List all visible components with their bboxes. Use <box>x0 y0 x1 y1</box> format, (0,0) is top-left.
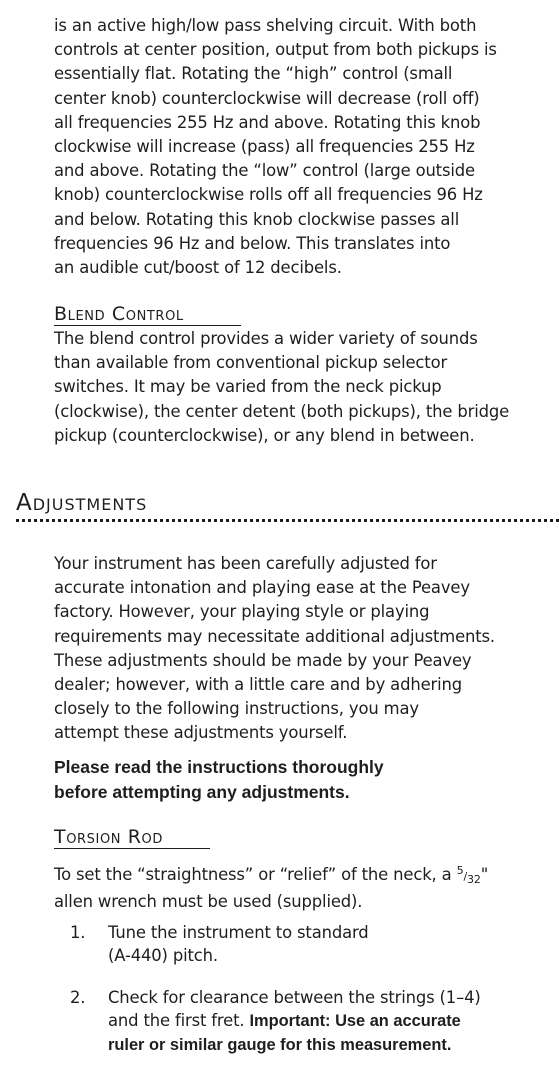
step-number: 1. <box>70 923 86 942</box>
step-number: 2. <box>70 988 86 1007</box>
read-instructions-warning: Please read the instructions thoroughly before attempting any adjustments. <box>54 757 384 802</box>
torsion-rod-heading: Torsion Rod <box>54 826 163 848</box>
torsion-rod-intro-text: To set the “straightness” or “relief” of the neck, a <box>54 865 457 884</box>
torsion-rod-heading-underline <box>54 848 210 849</box>
intro-paragraph: is an active high/low pass shelving circuit. With both controls at center position, output from both pickups is essentially flat. Rotating the “high” control (small center knob) counterclockwise will decrease (roll off) all frequencies 255 Hz and above. Rotating this knob clockwise will increase (pass) all frequencies 255 Hz and above. Rotating the “low” control (large outside knob) counterclockwise rolls off all frequencies 96 Hz and below. Rotating this knob clockwise passes all frequencies 96 Hz and below. This translates into an audible cut/boost of 12 decibels. <box>54 16 497 278</box>
blend-control-paragraph: The blend control provides a wider variety of sounds than available from conventional pickup selector switches. It may be varied from the neck pickup (clockwise), the center detent (both pickups), the bridge pickup (counterclockwise), or any blend in between. <box>54 329 510 445</box>
step-text: Tune the instrument to standard (A-440) pitch. <box>108 923 369 965</box>
step-text: Check for clearance between the strings (1–4) and the first fret. Important: Use an accurate ruler or similar gauge for this measurement. <box>108 988 481 1054</box>
adjustments-dotted-rule <box>16 519 559 522</box>
torsion-rod-intro-line2: allen wrench must be used (supplied). <box>54 892 363 911</box>
adjustments-paragraph: Your instrument has been carefully adjusted for accurate intonation and playing ease at the Peavey factory. However, your playing style or playing requirements may necessitate additional adjustments. These adjustments should be made by your Peavey dealer; however, with a little care and by adhering closely to the following instructions, you may attempt these adjustments yourself. <box>54 554 495 743</box>
inch-mark: " <box>480 865 489 884</box>
torsion-rod-intro <box>54 862 559 914</box>
five-thirty-seconds-fraction: 5/32 <box>456 864 481 886</box>
adjustments-heading: Adjustments <box>16 490 148 516</box>
blend-control-heading: Blend Control <box>54 303 184 325</box>
step-2-important-note: Important: Use an accurate ruler or similar gauge for this measurement. <box>108 1012 461 1054</box>
